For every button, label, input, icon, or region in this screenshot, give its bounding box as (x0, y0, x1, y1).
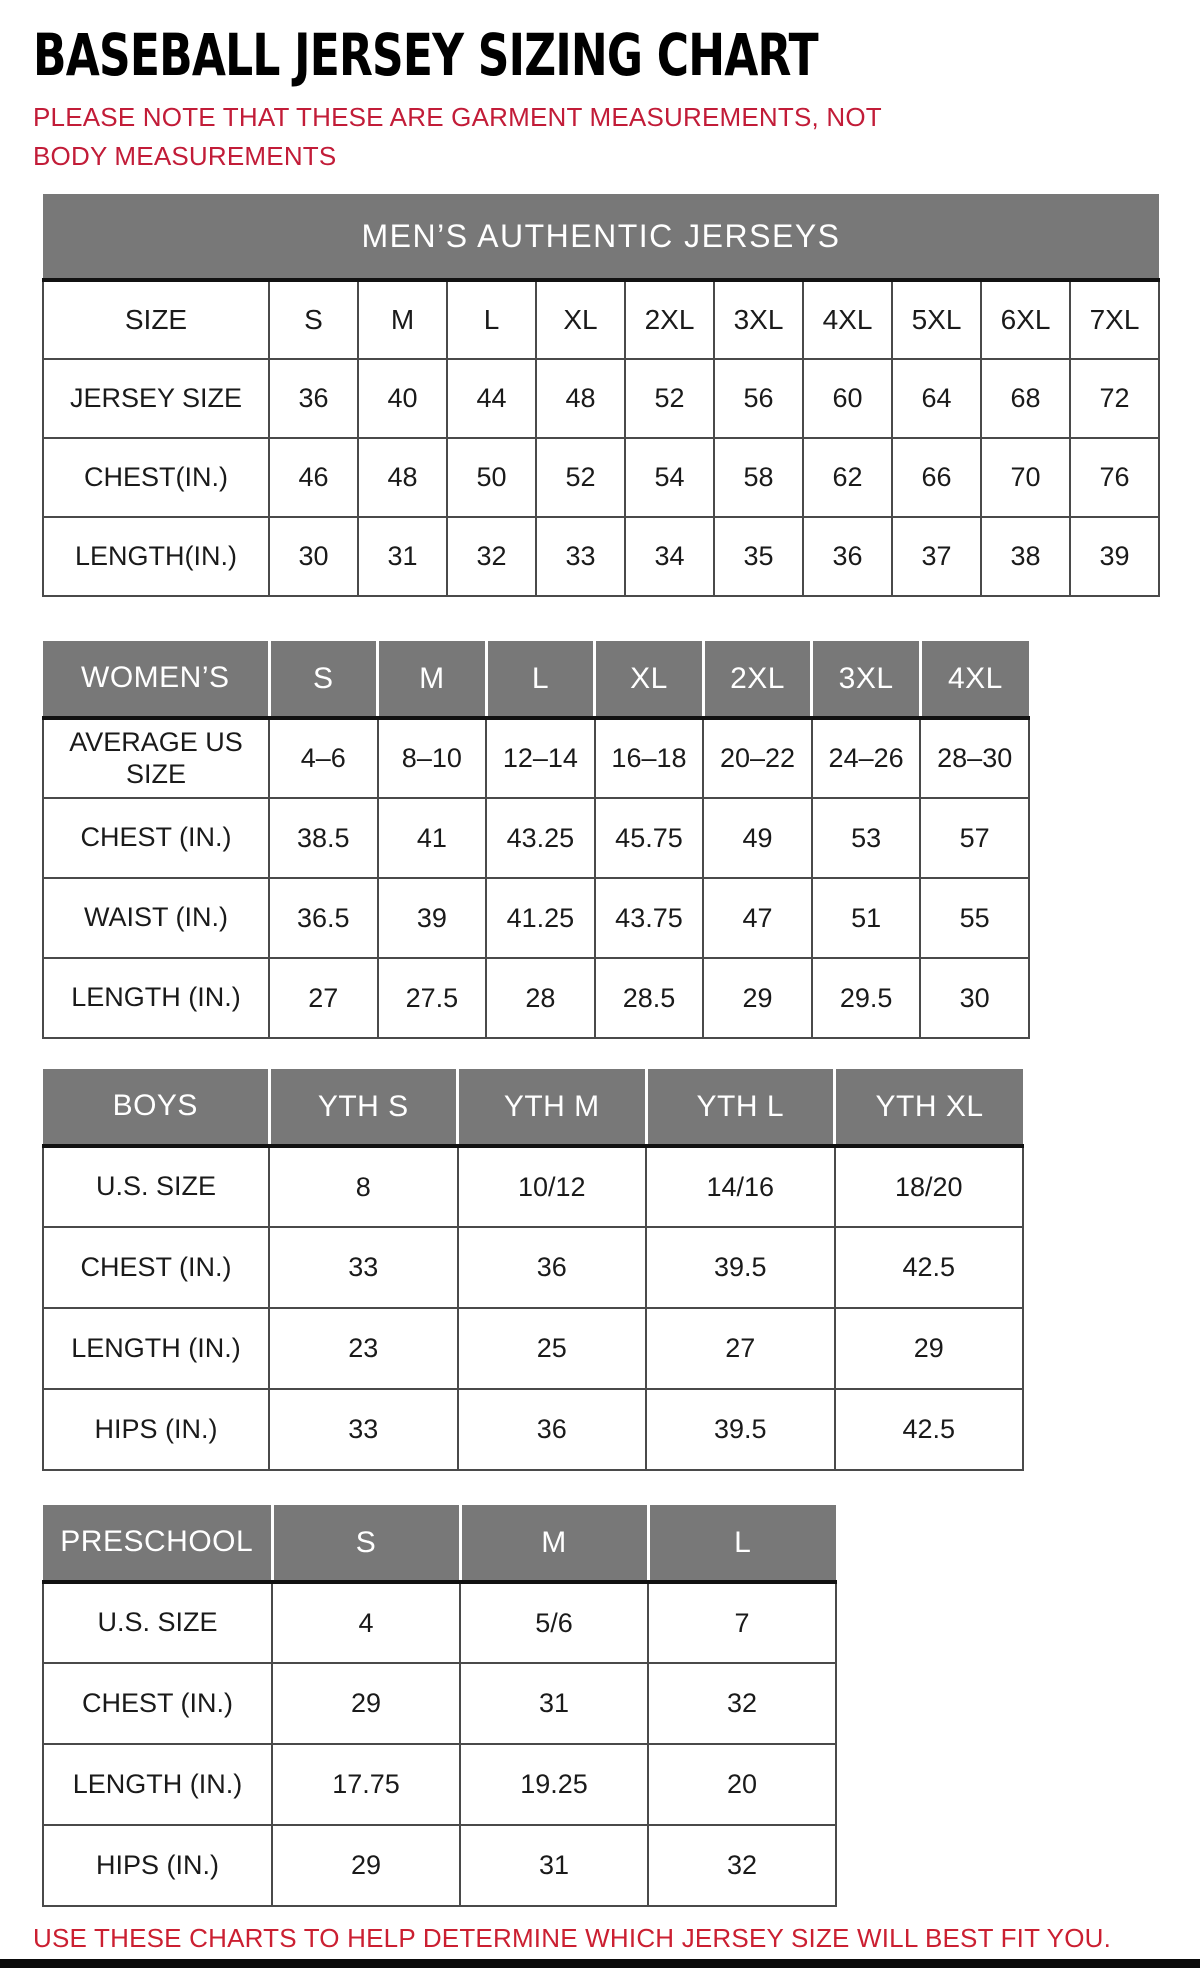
column-header-cell: L (447, 280, 536, 359)
value-cell: 43.25 (486, 798, 595, 878)
row-label-cell: CHEST (IN.) (43, 798, 269, 878)
value-cell: 28–30 (920, 718, 1029, 798)
value-cell: 41.25 (486, 878, 595, 958)
header-row (43, 1505, 836, 1582)
header-row (43, 1069, 1023, 1146)
column-header-cell: M (378, 641, 487, 718)
row-label-cell: WAIST (IN.) (43, 878, 269, 958)
column-header-cell: 3XL (714, 280, 803, 359)
value-cell: 31 (460, 1663, 648, 1744)
garment-measurement-note: PLEASE NOTE THAT THESE ARE GARMENT MEASUREMENTS, NOT BODY MEASUREMENTS (33, 102, 882, 171)
value-cell: 56 (714, 359, 803, 438)
column-header-cell: 4XL (920, 641, 1029, 718)
table-row (43, 798, 1029, 878)
value-cell: 4 (272, 1582, 460, 1663)
row-label-cell: U.S. SIZE (43, 1582, 272, 1663)
row-label-cell: LENGTH (IN.) (43, 1744, 272, 1825)
preschool-table-section (42, 1505, 1200, 1907)
table-title-cell: PRESCHOOL (43, 1505, 272, 1582)
value-cell: 72 (1070, 359, 1159, 438)
value-cell: 33 (269, 1227, 458, 1308)
table-row (43, 958, 1029, 1038)
value-cell: 28 (486, 958, 595, 1038)
value-cell: 29 (703, 958, 812, 1038)
value-cell: 37 (892, 517, 981, 596)
value-cell: 14/16 (646, 1146, 835, 1227)
table-row (43, 1663, 836, 1744)
value-cell: 25 (458, 1308, 647, 1389)
table-banner-row (43, 194, 1159, 280)
table-banner: MEN’S AUTHENTIC JERSEYS (43, 194, 1159, 280)
value-cell: 32 (648, 1825, 836, 1906)
value-cell: 30 (269, 517, 358, 596)
header-row (43, 641, 1029, 718)
table-title-cell: SIZE (43, 280, 269, 359)
value-cell: 48 (358, 438, 447, 517)
value-cell: 76 (1070, 438, 1159, 517)
fit-advice-note: USE THESE CHARTS TO HELP DETERMINE WHICH JERSEY SIZE WILL BEST FIT YOU. (33, 1923, 1112, 1953)
row-label-cell: CHEST (IN.) (43, 1227, 269, 1308)
column-header-cell: 4XL (803, 280, 892, 359)
table-row (43, 1227, 1023, 1308)
value-cell: 54 (625, 438, 714, 517)
value-cell: 39 (1070, 517, 1159, 596)
page-title: BASEBALL JERSEY SIZING CHART (33, 21, 818, 89)
row-label-cell: CHEST (IN.) (43, 1663, 272, 1744)
table-row (43, 878, 1029, 958)
mens-table-section (42, 194, 1200, 597)
value-cell: 49 (703, 798, 812, 878)
mens-sizing-table (42, 194, 1160, 597)
column-header-cell: 2XL (625, 280, 714, 359)
value-cell: 27.5 (378, 958, 487, 1038)
womens-table-section (42, 641, 1200, 1039)
column-header-cell: XL (536, 280, 625, 359)
column-header-cell: 3XL (812, 641, 921, 718)
value-cell: 46 (269, 438, 358, 517)
womens-sizing-table (42, 641, 1030, 1039)
value-cell: 4–6 (269, 718, 378, 798)
value-cell: 62 (803, 438, 892, 517)
value-cell: 29 (835, 1308, 1024, 1389)
boys-sizing-table (42, 1069, 1024, 1471)
header-row (43, 280, 1159, 359)
value-cell: 52 (536, 438, 625, 517)
row-label-cell: JERSEY SIZE (43, 359, 269, 438)
column-header-cell: 2XL (703, 641, 812, 718)
value-cell: 31 (460, 1825, 648, 1906)
value-cell: 18/20 (835, 1146, 1024, 1227)
row-label-cell: U.S. SIZE (43, 1146, 269, 1227)
value-cell: 47 (703, 878, 812, 958)
value-cell: 36 (803, 517, 892, 596)
value-cell: 12–14 (486, 718, 595, 798)
value-cell: 29 (272, 1663, 460, 1744)
value-cell: 20 (648, 1744, 836, 1825)
value-cell: 16–18 (595, 718, 704, 798)
column-header-cell: YTH L (646, 1069, 835, 1146)
value-cell: 55 (920, 878, 1029, 958)
value-cell: 29.5 (812, 958, 921, 1038)
table-row (43, 438, 1159, 517)
table-row (43, 1146, 1023, 1227)
value-cell: 64 (892, 359, 981, 438)
value-cell: 34 (625, 517, 714, 596)
value-cell: 42.5 (835, 1389, 1024, 1470)
value-cell: 33 (536, 517, 625, 596)
value-cell: 70 (981, 438, 1070, 517)
row-label-cell: AVERAGE US SIZE (43, 718, 269, 798)
value-cell: 68 (981, 359, 1070, 438)
value-cell: 28.5 (595, 958, 704, 1038)
column-header-cell: YTH XL (835, 1069, 1024, 1146)
row-label-cell: LENGTH (IN.) (43, 1308, 269, 1389)
table-row (43, 1744, 836, 1825)
value-cell: 27 (646, 1308, 835, 1389)
value-cell: 51 (812, 878, 921, 958)
table-row (43, 1308, 1023, 1389)
value-cell: 36 (458, 1227, 647, 1308)
table-row (43, 1582, 836, 1663)
value-cell: 20–22 (703, 718, 812, 798)
value-cell: 36 (269, 359, 358, 438)
value-cell: 66 (892, 438, 981, 517)
column-header-cell: S (269, 641, 378, 718)
column-header-cell: S (272, 1505, 460, 1582)
value-cell: 39 (378, 878, 487, 958)
table-row (43, 517, 1159, 596)
value-cell: 8 (269, 1146, 458, 1227)
column-header-cell: S (269, 280, 358, 359)
column-header-cell: 6XL (981, 280, 1070, 359)
value-cell: 36.5 (269, 878, 378, 958)
value-cell: 48 (536, 359, 625, 438)
value-cell: 60 (803, 359, 892, 438)
column-header-cell: YTH M (458, 1069, 647, 1146)
row-label-cell: HIPS (IN.) (43, 1825, 272, 1906)
table-row (43, 1825, 836, 1906)
column-header-cell: L (486, 641, 595, 718)
row-label-cell: CHEST(IN.) (43, 438, 269, 517)
value-cell: 57 (920, 798, 1029, 878)
value-cell: 38.5 (269, 798, 378, 878)
value-cell: 31 (358, 517, 447, 596)
value-cell: 53 (812, 798, 921, 878)
value-cell: 19.25 (460, 1744, 648, 1825)
value-cell: 30 (920, 958, 1029, 1038)
value-cell: 38 (981, 517, 1070, 596)
column-header-cell: 5XL (892, 280, 981, 359)
boys-table-section (42, 1069, 1200, 1471)
row-label-cell: HIPS (IN.) (43, 1389, 269, 1470)
value-cell: 27 (269, 958, 378, 1038)
value-cell: 33 (269, 1389, 458, 1470)
table-title-cell: WOMEN’S (43, 641, 269, 718)
value-cell: 41 (378, 798, 487, 878)
value-cell: 44 (447, 359, 536, 438)
column-header-cell: M (460, 1505, 648, 1582)
value-cell: 7 (648, 1582, 836, 1663)
value-cell: 24–26 (812, 718, 921, 798)
column-header-cell: L (648, 1505, 836, 1582)
table-row (43, 718, 1029, 798)
table-title-cell: BOYS (43, 1069, 269, 1146)
value-cell: 58 (714, 438, 803, 517)
value-cell: 32 (447, 517, 536, 596)
value-cell: 17.75 (272, 1744, 460, 1825)
value-cell: 32 (648, 1663, 836, 1744)
value-cell: 8–10 (378, 718, 487, 798)
value-cell: 40 (358, 359, 447, 438)
column-header-cell: 7XL (1070, 280, 1159, 359)
table-row (43, 1389, 1023, 1470)
bottom-edge-bar (0, 1959, 1200, 1968)
value-cell: 23 (269, 1308, 458, 1389)
value-cell: 10/12 (458, 1146, 647, 1227)
value-cell: 52 (625, 359, 714, 438)
preschool-sizing-table (42, 1505, 837, 1907)
value-cell: 43.75 (595, 878, 704, 958)
row-label-cell: LENGTH(IN.) (43, 517, 269, 596)
value-cell: 45.75 (595, 798, 704, 878)
value-cell: 39.5 (646, 1227, 835, 1308)
value-cell: 36 (458, 1389, 647, 1470)
column-header-cell: M (358, 280, 447, 359)
table-row (43, 359, 1159, 438)
value-cell: 50 (447, 438, 536, 517)
value-cell: 42.5 (835, 1227, 1024, 1308)
value-cell: 39.5 (646, 1389, 835, 1470)
value-cell: 5/6 (460, 1582, 648, 1663)
value-cell: 29 (272, 1825, 460, 1906)
row-label-cell: LENGTH (IN.) (43, 958, 269, 1038)
column-header-cell: YTH S (269, 1069, 458, 1146)
value-cell: 35 (714, 517, 803, 596)
column-header-cell: XL (595, 641, 704, 718)
